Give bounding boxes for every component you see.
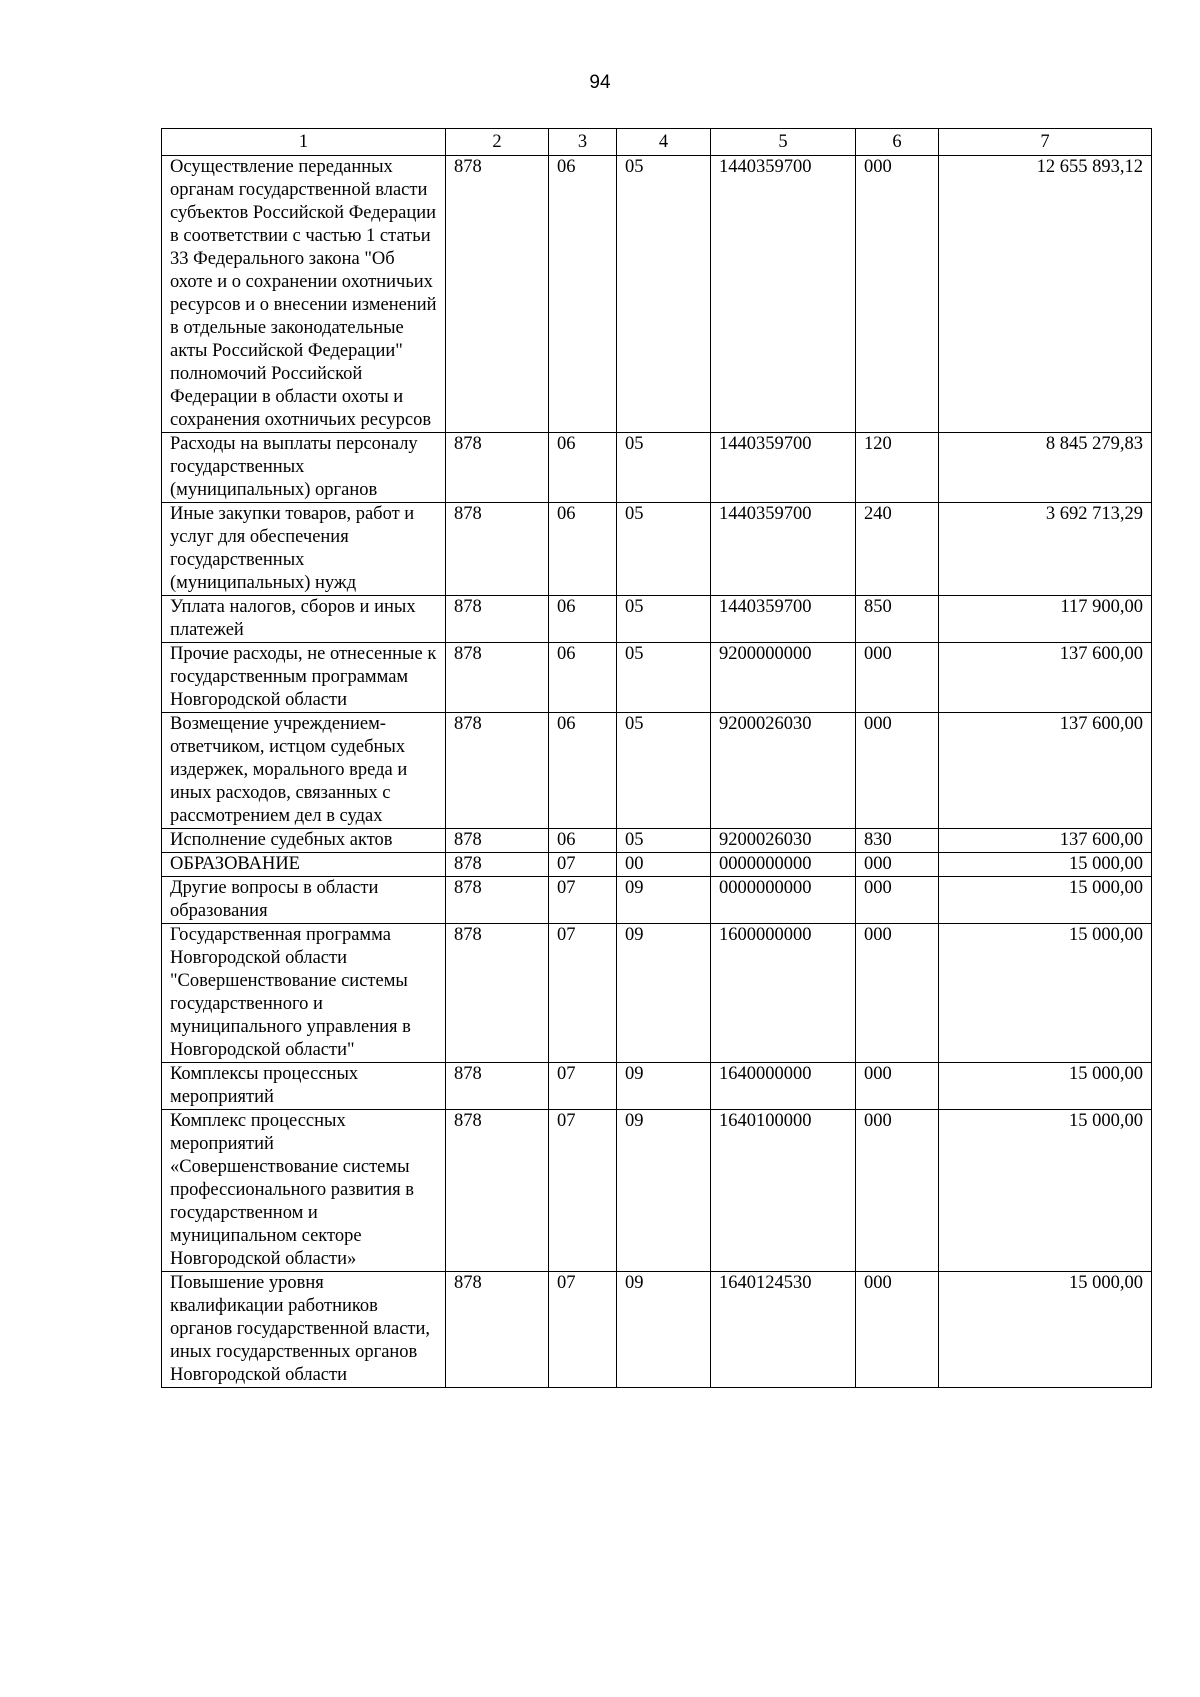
row-col-5: 1440359700 — [711, 503, 856, 596]
row-col-2: 878 — [446, 433, 549, 503]
row-col-6: 120 — [856, 433, 939, 503]
row-amount: 12 655 893,12 — [939, 156, 1152, 433]
row-name: Другие вопросы в области образования — [162, 877, 446, 924]
header-col-6: 6 — [856, 129, 939, 156]
row-col-3: 07 — [549, 1063, 617, 1110]
row-col-4: 09 — [617, 1110, 711, 1272]
row-col-2: 878 — [446, 1063, 549, 1110]
row-col-6: 830 — [856, 829, 939, 853]
row-col-3: 06 — [549, 643, 617, 713]
row-col-4: 00 — [617, 853, 711, 877]
row-col-4: 05 — [617, 503, 711, 596]
row-col-6: 000 — [856, 1063, 939, 1110]
row-col-4: 05 — [617, 596, 711, 643]
row-col-3: 06 — [549, 156, 617, 433]
row-col-5: 0000000000 — [711, 877, 856, 924]
row-col-6: 000 — [856, 924, 939, 1063]
row-col-3: 06 — [549, 596, 617, 643]
header-col-2: 2 — [446, 129, 549, 156]
row-col-3: 06 — [549, 503, 617, 596]
row-amount: 15 000,00 — [939, 924, 1152, 1063]
page-number: 94 — [589, 72, 611, 93]
row-col-4: 05 — [617, 156, 711, 433]
row-amount: 15 000,00 — [939, 1272, 1152, 1388]
row-col-5: 1640000000 — [711, 1063, 856, 1110]
row-col-4: 09 — [617, 924, 711, 1063]
row-col-3: 07 — [549, 1110, 617, 1272]
budget-table — [161, 128, 1152, 1388]
row-col-3: 07 — [549, 924, 617, 1063]
row-col-6: 000 — [856, 1110, 939, 1272]
row-col-6: 000 — [856, 643, 939, 713]
header-col-3: 3 — [549, 129, 617, 156]
row-col-2: 878 — [446, 503, 549, 596]
row-col-6: 850 — [856, 596, 939, 643]
row-name: Повышение уровня квалификации работников органов государственной власти, иных государственных органов Новгородской области — [162, 1272, 446, 1388]
table-row — [162, 433, 1152, 503]
row-col-5: 1640124530 — [711, 1272, 856, 1388]
row-col-3: 06 — [549, 713, 617, 829]
row-amount: 3 692 713,29 — [939, 503, 1152, 596]
table-row — [162, 1110, 1152, 1272]
row-name: Комплекс процессных мероприятий «Совершенствование системы профессионального развития в государственном и муниципальном секторе Новгородской области» — [162, 1110, 446, 1272]
row-col-6: 000 — [856, 1272, 939, 1388]
row-name: Государственная программа Новгородской области "Совершенствование системы государственного и муниципального управления в Новгородской области" — [162, 924, 446, 1063]
row-col-2: 878 — [446, 924, 549, 1063]
row-col-2: 878 — [446, 853, 549, 877]
row-col-6: 000 — [856, 156, 939, 433]
row-col-5: 1640100000 — [711, 1110, 856, 1272]
row-col-2: 878 — [446, 596, 549, 643]
header-col-4: 4 — [617, 129, 711, 156]
row-amount: 15 000,00 — [939, 1063, 1152, 1110]
row-col-2: 878 — [446, 156, 549, 433]
row-amount: 15 000,00 — [939, 853, 1152, 877]
row-col-6: 240 — [856, 503, 939, 596]
row-name: Осуществление переданных органам государственной власти субъектов Российской Федерации в соответствии с частью 1 статьи 33 Федерального закона "Об охоте и о сохранении охотничьих ресурсов и о внесении изменений в отдельные законодательные акты Российской Федерации" полномочий Российской Федерации в области охоты и сохранения охотничьих ресурсов — [162, 156, 446, 433]
row-name: Прочие расходы, не отнесенные к государственным программам Новгородской области — [162, 643, 446, 713]
row-col-5: 0000000000 — [711, 853, 856, 877]
table-row — [162, 596, 1152, 643]
row-col-3: 06 — [549, 433, 617, 503]
header-col-5: 5 — [711, 129, 856, 156]
row-amount: 137 600,00 — [939, 643, 1152, 713]
row-name: Исполнение судебных актов — [162, 829, 446, 853]
table-row — [162, 156, 1152, 433]
row-amount: 15 000,00 — [939, 877, 1152, 924]
row-col-4: 05 — [617, 433, 711, 503]
row-col-5: 1440359700 — [711, 156, 856, 433]
table-row — [162, 503, 1152, 596]
row-col-3: 07 — [549, 1272, 617, 1388]
row-col-2: 878 — [446, 829, 549, 853]
row-col-2: 878 — [446, 713, 549, 829]
row-amount: 15 000,00 — [939, 1110, 1152, 1272]
row-col-4: 05 — [617, 643, 711, 713]
table-row — [162, 924, 1152, 1063]
row-name: Расходы на выплаты персоналу государственных (муниципальных) органов — [162, 433, 446, 503]
row-col-5: 1440359700 — [711, 433, 856, 503]
row-col-2: 878 — [446, 643, 549, 713]
table-row — [162, 1272, 1152, 1388]
row-col-4: 09 — [617, 1063, 711, 1110]
row-col-5: 9200026030 — [711, 829, 856, 853]
header-col-7: 7 — [939, 129, 1152, 156]
table-row — [162, 829, 1152, 853]
row-col-3: 07 — [549, 853, 617, 877]
row-col-3: 07 — [549, 877, 617, 924]
row-col-5: 9200000000 — [711, 643, 856, 713]
row-col-4: 05 — [617, 713, 711, 829]
row-col-5: 1600000000 — [711, 924, 856, 1063]
row-name: Комплексы процессных мероприятий — [162, 1063, 446, 1110]
row-amount: 137 600,00 — [939, 829, 1152, 853]
table-row — [162, 643, 1152, 713]
row-col-3: 06 — [549, 829, 617, 853]
row-col-4: 09 — [617, 877, 711, 924]
row-col-6: 000 — [856, 713, 939, 829]
table-row — [162, 853, 1152, 877]
row-col-2: 878 — [446, 1110, 549, 1272]
table-row — [162, 713, 1152, 829]
row-col-6: 000 — [856, 853, 939, 877]
header-row — [162, 129, 1152, 156]
row-col-4: 05 — [617, 829, 711, 853]
row-amount: 8 845 279,83 — [939, 433, 1152, 503]
row-col-6: 000 — [856, 877, 939, 924]
row-name: ОБРАЗОВАНИЕ — [162, 853, 446, 877]
row-col-2: 878 — [446, 877, 549, 924]
row-col-2: 878 — [446, 1272, 549, 1388]
row-col-4: 09 — [617, 1272, 711, 1388]
header-col-1: 1 — [162, 129, 446, 156]
table-row — [162, 1063, 1152, 1110]
row-amount: 117 900,00 — [939, 596, 1152, 643]
row-name: Иные закупки товаров, работ и услуг для обеспечения государственных (муниципальных) нужд — [162, 503, 446, 596]
row-amount: 137 600,00 — [939, 713, 1152, 829]
row-col-5: 1440359700 — [711, 596, 856, 643]
row-name: Уплата налогов, сборов и иных платежей — [162, 596, 446, 643]
row-col-5: 9200026030 — [711, 713, 856, 829]
row-name: Возмещение учреждением-ответчиком, истцом судебных издержек, морального вреда и иных расходов, связанных с рассмотрением дел в судах — [162, 713, 446, 829]
table-row — [162, 877, 1152, 924]
